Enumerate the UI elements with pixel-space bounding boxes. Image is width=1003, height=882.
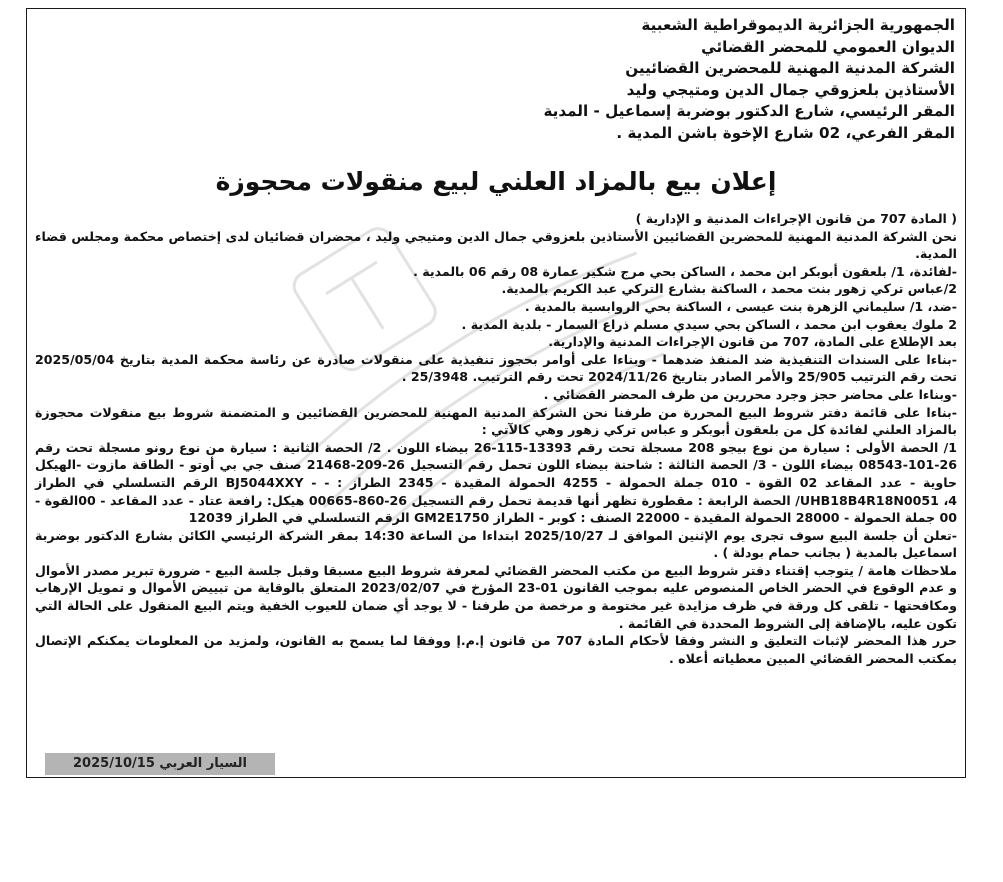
body-paragraph-enforcement-orders: -بناءا على السندات التنفيذية ضد المنفذ ضدهما - وبناءا على أوامر بحجوز تنفيذية على منقولات صادرة عن رئاسة محكمة المدية بتاريخ 2025/05/04 تحت رقم الترتيب 25/905 والأمر الصادر بتاريخ 2024/11/26 تحت رقم الترتيب. 25/3948 .	[35, 351, 957, 385]
notice-body	[35, 210, 957, 667]
body-paragraph-bailiffs-intro: نحن الشركة المدنية المهنية للمحضرين القضائيين الأستاذين بلعزوقي جمال الدين ومتيجي وليد ، محضران قضائيان لدى إختصاص محكمة ومجلس قضاء المدية.	[35, 228, 957, 262]
body-paragraph-debtor-2: 2 ملوك يعقوب ابن محمد ، الساكن بحي سيدي مسلم ذراع السمار - بلدية المدية .	[461, 316, 957, 332]
body-paragraph-important-notes: ملاحظات هامة / يتوجب إقتناء دفتر شروط البيع من مكتب المحضر القضائي لمعرفة شروط البيع مسبقا وقبل جلسة البيع - ضرورة تبرير مصدر الأموال و عدم الوقوع في الحضر الخاص المنصوص عليه بموجب القانون 01-23 المؤرخ في 2023/02/07 المتعلق بالوقاية من تبييض الأموال و تمويل الإرهاب ومكافحتها - تلقى كل ورقة في ظرف مزايدة غير مختومة و مرخصة من طرفنا - لا يوجد أي ضمان للعيوب الخفية ويتم البيع المنقول على الحالة التي تكون عليه، بالإضافة إلى الشروط المحددة في القائمة .	[35, 562, 958, 631]
body-paragraph-closing: حرر هذا المحضر لإثبات التعليق و النشر وفقا لأحكام المادة 707 من قانون إ.م.إ ووفقا لما يسمح به القانون، ولمزيد من المعلومات يمكنكم الإتصال بمكتب المحضر القضائي المبين معطياته أعلاه .	[35, 633, 957, 666]
header-company-line: الشركة المدنية المهنية للمحضرين القضائيين	[625, 59, 955, 78]
header-branch-office-line: المقر الفرعي، 02 شارع الإخوة باشن المدية .	[616, 123, 955, 142]
legal-notice	[26, 8, 966, 778]
body-paragraph-lots-list: 1/ الحصة الأولى : سيارة من نوع بيجو 208 مسجلة تحت رقم 13393-115-26 بيضاء اللون . 2/ الحصة الثانية : سيارة من نوع رونو مسجلة تحت رقم 26-101-08543 بيضاء اللون - 3/ الحصة الثالثة : شاحنة بيضاء اللون تحمل رقم التسجيل 26-209-21468 صنف جي بي أوتو - الطاقة مازوت -الهيكل حاوية - عدد المقاعد 02 القوة - 010 جملة الحمولة - 4255 الحمولة المقيدة - 2345 الطراز : - - BJ5044XXY الرقم التسلسلي في الطراز UHB18B4R18N0051 ،4/ الحصة الرابعة : مقطورة تظهر أنها قديمة تحمل رقم التسجيل 26-860-00665 هيكل: رافعة عتاد - عدد المقاعد - 00القوة - 00 جملة الحمولة - 28000 الحمولة المقيدة - 22000 الصنف : كوبر - الطراز GM2E1750 الرقم التسلسلي في الطراز 12039	[35, 439, 958, 526]
bailiff-office-header	[335, 15, 955, 145]
body-paragraph-sale-conditions: -بناءا على قائمة دفتر شروط البيع المحررة من طرفنا نحن الشركة المدنية المهنية للمحضرين القضائيين و المتضمنة شروط بيع منقولات محجوزة بالمزاد العلني لفائدة كل من بلعقون أبوبكر و عباس تركي زهور وهي كالآتي :	[35, 404, 957, 438]
header-main-office-line: المقر الرئيسي، شارع الدكتور بوضربة إسماعيل - المدية	[543, 102, 955, 121]
publication-date-stamp: السيار العربي 2025/10/15	[45, 753, 275, 775]
header-bailiffs-line: الأستاذين بلعزوقي جمال الدين ومتيجي وليد	[626, 80, 955, 99]
body-paragraph-article-reference: بعد الإطلاع على المادة، 707 من قانون الإجراءات المدنية والإدارية.	[548, 334, 957, 350]
body-paragraph-legal-article: ( المادة 707 من قانون الإجراءات المدنية و الإدارية )	[635, 211, 957, 226]
body-paragraph-debtor-1: -ضد، 1/ سليماني الزهرة بنت عيسى ، الساكنة بحي الروابسية بالمدية .	[524, 298, 957, 314]
body-paragraph-seizure-reports: -وبناءا على محاضر حجز وجرد محررين من طرف المحضر القضائي .	[543, 386, 957, 402]
notice-title: إعلان بيع بالمزاد العلني لبيع منقولات محجوزة	[215, 167, 777, 196]
body-paragraph-beneficiary-2: 2/عباس تركي زهور بنت محمد ، الساكنة بشارع التركي عبد الكريم بالمدية.	[501, 281, 957, 297]
header-office-line: الديوان العمومي للمحضر القضائي	[701, 37, 955, 56]
body-paragraph-beneficiary-1: -لفائدة، 1/ بلعقون أبوبكر ابن محمد ، الساكن بحي مرج شكير عمارة 08 رقم 06 بالمدية .	[413, 263, 957, 279]
body-paragraph-sale-session: -تعلن أن جلسة البيع سوف تجرى يوم الإثنين الموافق لـ 2025/10/27 ابتداءا من الساعة 14:30 بمقر الشركة الرئيسي الكائن بشارع الدكتور بوضربة اسماعيل بالمدية ( بجانب حمام بودلة ) .	[35, 527, 958, 561]
header-country-line: الجمهورية الجزائرية الديموقراطية الشعبية	[641, 16, 955, 34]
